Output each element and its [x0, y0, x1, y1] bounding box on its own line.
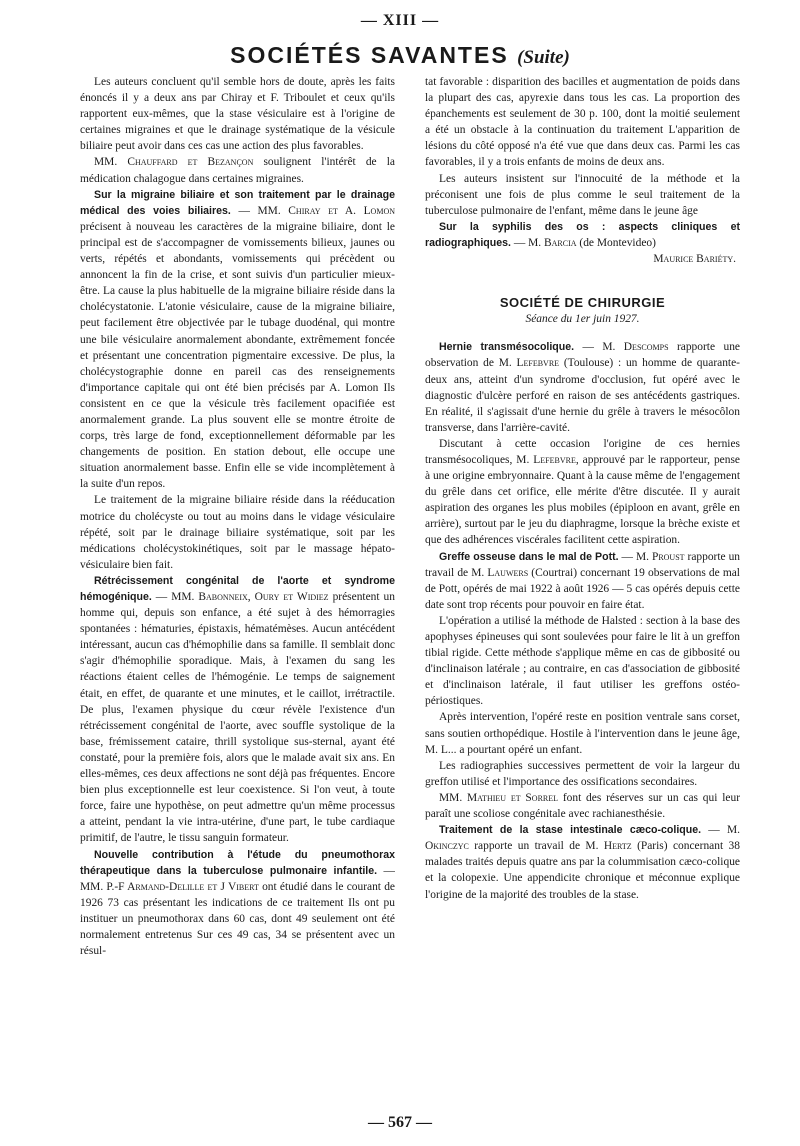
article-heading: Hernie transmésocolique. [439, 341, 575, 354]
article-paragraph [425, 822, 740, 902]
paragraph: Le traitement de la migraine biliaire réside dans la rééducation motrice du cholécyste ou tout au moins dans le vidage vésiculaire répété, soit par le drainage biliaire systématique, soit par les médications cholécystokinétiques, soit par le massage hépato-vésiculaire bien fait. [80, 494, 395, 571]
title-suite: (Suite) [517, 47, 570, 68]
author-name: Hertz [603, 840, 632, 853]
dash: — M. [618, 550, 652, 563]
paragraph: Les radiographies successives permettent de voir la largeur du greffon utilisé et l'importance des ossifications secondaires. [425, 759, 740, 788]
article-heading: Traitement de la stase intestinale cæco-colique. [439, 824, 702, 837]
paragraph-text: rapporte un travail de M. [468, 840, 604, 853]
section-title: SOCIÉTÉ DE CHIRURGIE [499, 295, 666, 311]
page-number: — 567 — [368, 1114, 432, 1131]
author-names: MM. Chauffard et Bezançon [94, 156, 254, 169]
page-roman-numeral: — XIII — [360, 12, 440, 29]
two-column-body [80, 74, 740, 1096]
paragraph-text: (Toulouse) : un homme de quarante-deux ans, atteint d'un syndrome d'occlusion, fut opéré avec le diagnostic d'ulcère perforé en raison de ses antécédents gastriques. En réalité, il s'agissait d'une hernie du grêle à travers le mésocôlon transverse, dans l'arrière-cavité. [425, 357, 740, 434]
author-name: Descomps [623, 341, 669, 354]
paragraph-text: précisent à nouveau les caractères de la migraine biliaire, dont le principal est de s'accompagner de vomissements bilieux, jaunes ou verts, répétés et abondants, vomissements qui précèdent ou annoncent la fin de la crise, et sont suivis d'un particulier mieux-être. La cause la plus habituelle de la migraine biliaire réside dans la cholécystatonie. L'atonie vésiculaire, cause de la migraine biliaire, peut facilement être objectivée par le tubage duodénal, qui montre une bile vésiculaire anormalement abondante, extrêmement foncée et présentant une concentration pigmentaire excessive. De plus, la cholécystographie donne en pareil cas des renseignements d'importance capitale qui ont été bien précisés par A. Lomon Ils consistent en ce que la vésicule très facilement opacifiée est anormalement grande. La plus souvent elle se montre étroite de corps, très large de fond, exceptionnellement déformable par les changements de position. En station debout, elle occupe une situation anormalement basse. Enfin elle se vide incomplètement à la suite d'un repos. [80, 220, 395, 491]
dash: — [151, 591, 172, 603]
paragraph-text: rapporte un travail de M. [425, 550, 740, 579]
dash: — M. [574, 341, 624, 354]
signature: Maurice Bariéty. [653, 253, 736, 266]
right-column [425, 74, 740, 1096]
author-names: MM. P.-F Armand-Delille et J Vibert [80, 880, 259, 893]
author-name: Proust [651, 550, 685, 563]
paragraph-text: , approuvé par le rapporteur, pense à une origine embryonnaire. Quant à la cause même de l'engagement du grêle dans cet orifice, elle mérite d'être discutée. Il y aurait aspiration des organes les plus mobiles (épiploon en avant, grêle en arrière), surtout par le jeu du diaphragme, lorsque la brèche existe et que des adhérences viscérales facilitent cette aspiration. [425, 453, 740, 547]
paragraph: Après intervention, l'opéré reste en position ventrale sans corset, sans soutien orthopédique. Hostile à l'intervention dans le jeune âge, M. L... a pourtant opéré un enfant. [425, 711, 740, 756]
article-paragraph [425, 219, 740, 251]
article-heading: Sur la syphilis des os : aspects cliniques et radiographiques. [425, 220, 740, 249]
paragraph-text: font des réserves sur un cas qui leur paraît une scoliose congénitale avec rachianesthésie. [425, 791, 740, 821]
paragraph-text: Discutant à cette occasion l'origine de ces hernies transmésocoliques, M. [425, 437, 740, 466]
article-paragraph [80, 187, 395, 493]
paragraph: L'opération a utilisé la méthode de Halsted : section à la base des apophyses épineuses qui sont soulevées pour faire le lit à un greffon tibial rigide. Cette méthode s'applique même en cas de gibbosité ou d'inclinaison latérale ; au contraire, en cas d'association de gibbosité et d'inclinaison latérale, il faut utiliser les greffons ostéo-périostiques. [425, 614, 740, 708]
page-title [0, 42, 800, 69]
paragraph-text: soulignent l'intérêt de la médication chalagogue dans certaines migraines. [80, 156, 395, 185]
dash: — M. [510, 236, 544, 249]
author-name: Lauwers [487, 566, 529, 579]
paragraph-text: ont étudié dans le courant de 1926 73 cas présentant les indications de ce traitement Ils ont pu instituer un pneumothorax dans 60 cas, dont 49 seulement ont été normalement entretenus Sur ces 49 cas, 34 se présentent avec un résul- [80, 880, 395, 958]
article-paragraph [425, 339, 740, 436]
paragraph [425, 790, 740, 822]
article-heading: Nouvelle contribution à l'étude du pneumothorax thérapeutique dans la tuberculose pulmonaire infantile. [80, 848, 395, 877]
article-paragraph [80, 573, 395, 847]
paragraph [80, 154, 395, 186]
left-column [80, 74, 395, 1096]
dash: — [377, 864, 395, 877]
paragraph-text: rapporte une observation de M. [425, 341, 740, 370]
paragraph-text: (Courtrai) concernant 19 observations de mal de Pott, opérés de mai 1922 à août 1926 — 5 cas opérés depuis cette date sont trop récents pour pouvoir en faire état. [425, 566, 740, 611]
dash: — M. [701, 824, 740, 837]
section-date: Séance du 1er juin 1927. [525, 313, 640, 326]
paragraph: Les auteurs insistent sur l'innocuité de la méthode et la préconisent une fois de plus comme le seul traitement de la tuberculose pulmonaire de l'enfant, même dans le jeune âge [425, 172, 740, 217]
article-heading: Sur la migraine biliaire et son traitement par le drainage médical des voies biliaires. [80, 188, 395, 217]
paragraph-text: présentent un homme qui, depuis son enfance, a été sujet à des hémorragies spontanées : hématuries, épistaxis, hématémèses. Aucun antécédent intéressant, aucun cas d'hémophilie dans sa famille. Il semblait donc s'agir d'hémophilie sporadique. Mais, à l'examen du sang les réactions étaient celles de l'hémogénie. Le temps de saignement était, en effet, de quarante et une minutes, et le caillot, irrétractile. De plus, l'examen physique du cœur révèle l'existence d'un rétrécissement congénital de l'aorte, avec souffle systolique de la base, frémissement cataire, thrill systolique sus-sternal, ayant été constaté, pour la première fois, alors que le malade avait six ans. En elles-mêmes, ces deux affections ne sont déjà pas fréquentes. Encore bien plus exceptionnelle est leur coexistence. Si l'on veut, à toute force, faire une hypothèse, on peut admettre qu'un même processus a atteint, pendant la vie intra-utérine, d'une part, le tube cardiaque primitif, de l'autre, le tissu sanguin formateur. [80, 591, 395, 845]
author-name: Okinczyc [425, 840, 469, 853]
author-name: Barcia [544, 236, 577, 249]
paragraph: Les auteurs concluent qu'il semble hors de doute, après les faits énoncés il y a deux ans par Chiray et F. Triboulet et ceux qu'ils rapportent eux-mêmes, que la stase vésiculaire est à l'origine de certaines migraines et que le drainage systématique de la vésicule biliaire peut avoir dans ces cas une action des plus favorables. [80, 76, 395, 153]
dash: — [230, 204, 258, 217]
paragraph: tat favorable : disparition des bacilles et augmentation de poids dans la plupart des cas, apyrexie dans tous les cas. La proportion des épanchements est seulement de 30 p. 100, dont la moitié seulement a été un obstacle à la continuation du traitement L'apparition de lésions du côté opposé n'a été vue que dans deux cas. Parmi les cas favorables, il y a trois enfants de moins de deux ans. [425, 76, 740, 169]
article-heading: Rétrécissement congénital de l'aorte et syndrome hémogénique. [80, 574, 395, 603]
paragraph [425, 436, 740, 549]
paragraph-text: (Paris) concernant 38 malades traités depuis quatre ans par la colummisation cæco-colique et la colopexie. Une appendicite chronique et méconnue explique l'origine de la majorité des troubles de la stase. [425, 840, 740, 901]
author-names: MM. Babonneix, Oury et Widiez [171, 591, 329, 603]
article-paragraph [80, 847, 395, 960]
author-names: MM. Chiray et A. Lomon [257, 204, 395, 217]
author-name: Lefebvre [533, 453, 576, 466]
author-name: Lefebvre [516, 357, 560, 370]
paragraph-text: (de Montevideo) [576, 236, 656, 249]
article-paragraph [425, 549, 740, 613]
author-names: MM. Mathieu et Sorrel [439, 791, 559, 804]
article-heading: Greffe osseuse dans le mal de Pott. [439, 550, 619, 563]
title-text: SOCIÉTÉS SAVANTES [230, 42, 509, 68]
